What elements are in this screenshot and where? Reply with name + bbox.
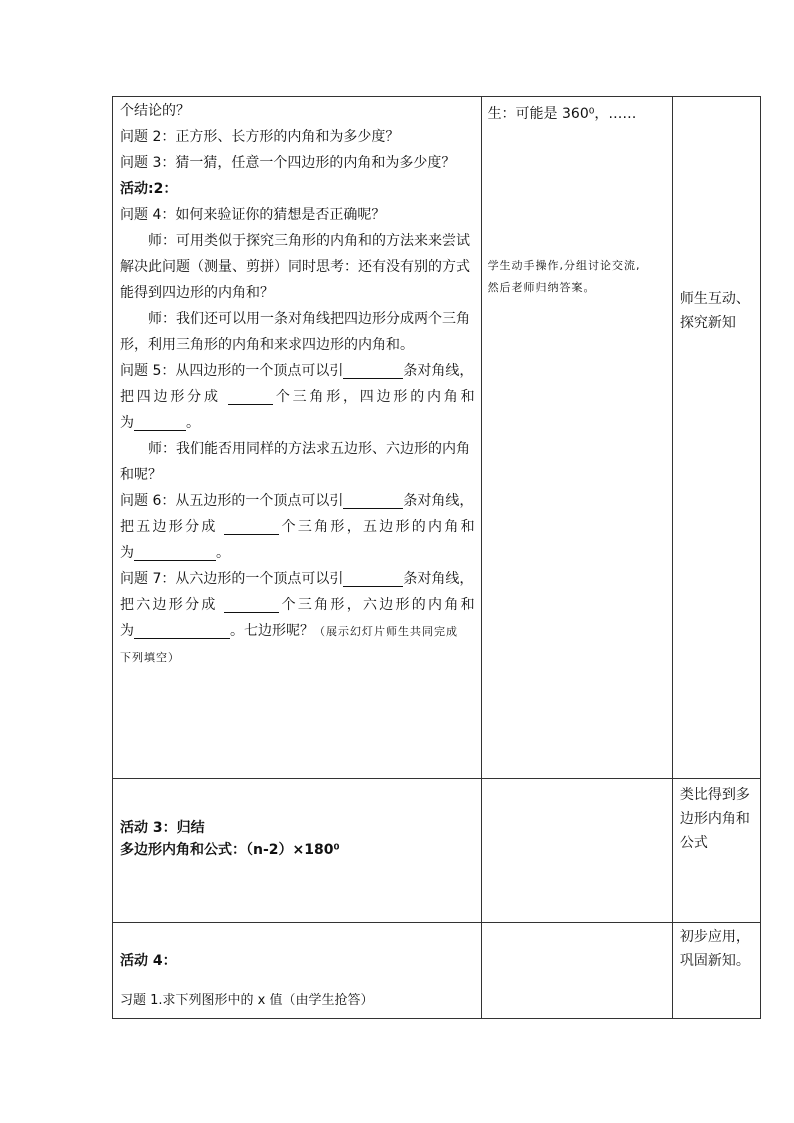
question-text: 问题 7：从六边形的一个顶点可以引 xyxy=(120,571,344,587)
fill-blank xyxy=(228,388,273,405)
fill-blank xyxy=(134,414,186,431)
question-text: 把五边形分成 xyxy=(120,519,218,535)
text-line: 能得到四边形的内角和？ xyxy=(120,285,274,301)
table-row-activity-3 xyxy=(113,779,761,923)
student-activity-cell xyxy=(481,923,672,1019)
question-5-line-1 xyxy=(113,358,481,384)
question-text: 个三角形，四边形的内角和 xyxy=(273,389,475,405)
question-text: 为 xyxy=(120,415,134,431)
slide-note: 下列填空） xyxy=(120,651,180,664)
question-6-line-3 xyxy=(113,540,481,566)
polygon-angle-formula: 多边形内角和公式：（n-2）×180⁰ xyxy=(120,842,340,858)
exercise-1: 习题 1.求下列图形中的 x 值（由学生抢答） xyxy=(120,993,374,1008)
slide-note: （展示幻灯片师生共同完成 xyxy=(314,625,458,638)
question-4: 问题 4：如何来验证你的猜想是否正确呢？ xyxy=(120,207,386,223)
purpose-text: 类比得到多 xyxy=(679,787,750,803)
fill-blank xyxy=(224,518,279,535)
teaching-content-cell xyxy=(113,923,482,1019)
table-row-activity-2 xyxy=(113,97,761,779)
question-7-line-3 xyxy=(113,618,481,645)
purpose-text: 探究新知 xyxy=(679,315,736,331)
student-activity-note: 然后老师归纳答案。 xyxy=(487,281,596,294)
student-answer: 生：可能是 360⁰，…… xyxy=(487,106,637,122)
question-text: 。 xyxy=(186,415,200,431)
question-text: 把六边形分成 xyxy=(120,597,218,613)
question-text: 个三角形，六边形的内角和 xyxy=(279,597,475,613)
question-text: 条对角线， xyxy=(403,571,474,587)
question-7-line-1 xyxy=(113,566,481,592)
table-row-activity-4 xyxy=(113,923,761,1019)
text-line: 个结论的？ xyxy=(120,103,190,119)
question-text: 问题 6：从五边形的一个顶点可以引 xyxy=(120,493,344,509)
teacher-remark: 师：我们能否用同样的方法求五边形、六边形的内角 xyxy=(148,441,470,457)
purpose-text: 巩固新知。 xyxy=(679,953,750,969)
question-text: 问题 5：从四边形的一个顶点可以引 xyxy=(120,363,344,379)
teacher-remark: 师：可用类似于探究三角形的内角和的方法来来尝试 xyxy=(148,233,470,249)
text-line: 形，利用三角形的内角和来求四边形的内角和。 xyxy=(120,337,414,353)
activity-4-heading: 活动 4： xyxy=(120,953,177,969)
design-purpose-cell xyxy=(672,97,760,779)
question-3: 问题 3：猜一猜，任意一个四边形的内角和为多少度？ xyxy=(120,155,456,171)
fill-blank xyxy=(343,362,403,379)
fill-blank xyxy=(343,492,403,509)
question-2: 问题 2：正方形、长方形的内角和为多少度？ xyxy=(120,129,400,145)
question-text: 。七边形呢？ xyxy=(230,623,314,639)
question-text: 个三角形，五边形的内角和 xyxy=(279,519,475,535)
question-text: 条对角线， xyxy=(403,493,474,509)
question-6-line-1 xyxy=(113,488,481,514)
question-text: 为 xyxy=(120,545,134,561)
text-line: 解决此问题（测量、剪拼）同时思考：还有没有别的方式 xyxy=(120,259,470,275)
design-purpose-cell xyxy=(672,923,760,1019)
lesson-plan-table xyxy=(112,96,761,1019)
question-5-line-3 xyxy=(113,410,481,436)
purpose-text: 边形内角和 xyxy=(679,811,750,827)
question-7-line-2 xyxy=(113,592,481,618)
teaching-content-cell xyxy=(113,97,482,779)
student-activity-cell xyxy=(481,97,672,779)
purpose-text: 初步应用， xyxy=(679,929,750,945)
teaching-content-cell xyxy=(113,779,482,923)
question-text: 把四边形分成 xyxy=(120,389,221,405)
text-line: 和呢？ xyxy=(120,467,162,483)
activity-2-heading: 活动:2： xyxy=(120,181,178,197)
activity-3-heading: 活动 3：归结 xyxy=(120,820,205,836)
question-text: 。 xyxy=(216,545,230,561)
design-purpose-cell xyxy=(672,779,760,923)
question-6-line-2 xyxy=(113,514,481,540)
student-activity-note: 学生动手操作,分组讨论交流, xyxy=(487,259,641,272)
question-5-line-2 xyxy=(113,384,481,410)
purpose-text: 公式 xyxy=(679,835,708,851)
fill-blank xyxy=(343,570,403,587)
question-text: 条对角线， xyxy=(403,363,474,379)
student-activity-cell xyxy=(481,779,672,923)
fill-blank xyxy=(134,622,230,639)
purpose-text: 师生互动、 xyxy=(679,291,750,307)
fill-blank xyxy=(224,596,279,613)
fill-blank xyxy=(134,544,216,561)
question-text: 为 xyxy=(120,623,134,639)
teacher-remark: 师：我们还可以用一条对角线把四边形分成两个三角 xyxy=(148,311,470,327)
